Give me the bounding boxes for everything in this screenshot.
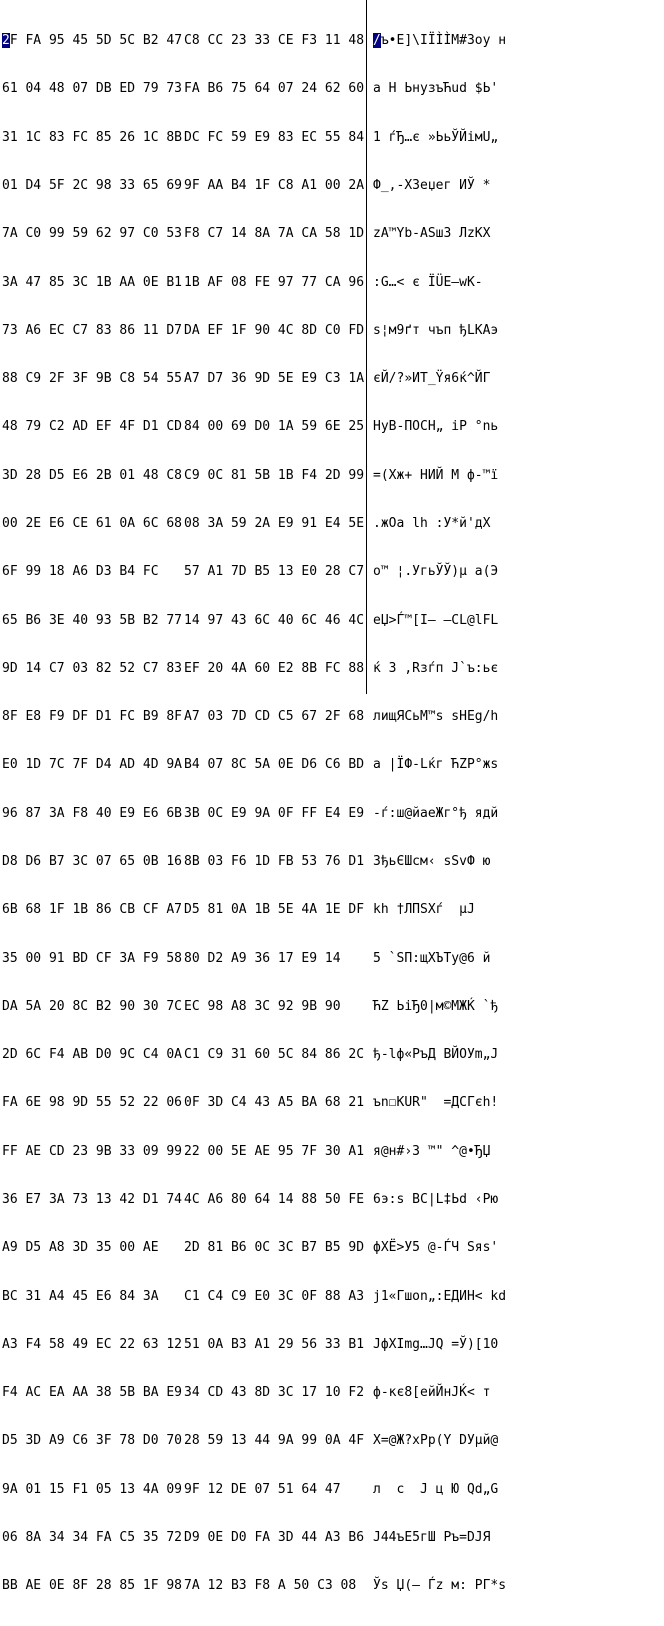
hex-row[interactable]: 7A 12 B3 F8 A 50 C3 08 xyxy=(184,1578,357,1594)
hex-row[interactable]: DA EF 1F 90 4C 8D C0 FD xyxy=(184,322,365,338)
ascii-row[interactable]: лищЯСьМ™ѕ sHEg/h xyxy=(373,709,499,725)
hex-row[interactable]: B4 07 8C 5A 0E D6 C6 BD xyxy=(184,757,365,773)
hex-row[interactable]: 9F 12 DE 07 51 64 47 xyxy=(184,1481,341,1497)
hex-row[interactable]: D9 0E D0 FA 3D 44 A3 B6 xyxy=(184,1529,365,1545)
hex-row[interactable]: 3A 47 85 3C 1B AA 0E B1 xyxy=(2,274,183,290)
ascii-row[interactable]: s¦м9ґт чъп ђLKAэ xyxy=(373,322,499,338)
hex-row[interactable]: 57 A1 7D B5 13 E0 28 C7 xyxy=(184,564,365,580)
hex-row[interactable]: EC 98 A8 3C 92 9B 90 xyxy=(184,998,341,1014)
hex-row[interactable]: A9 D5 A8 3D 35 00 AE xyxy=(2,1240,159,1256)
selected-char[interactable]: / xyxy=(373,33,381,49)
hex-row[interactable]: 01 D4 5F 2C 98 33 65 69 xyxy=(2,178,183,194)
hex-row[interactable]: 61 04 48 07 DB ED 79 73 xyxy=(2,81,183,97)
ascii-row[interactable]: а |ÏФ-Lќг ЋZP°жѕ xyxy=(373,757,499,773)
hex-row[interactable]: 88 C9 2F 3F 9B C8 54 55 xyxy=(2,371,183,387)
ascii-row[interactable]: ЋZ ЬіЂ0|м©МЖЌ `ђ xyxy=(373,998,499,1014)
hex-row[interactable]: BB AE 0E 8F 28 85 1F 98 xyxy=(2,1578,183,1594)
hex-row[interactable]: 48 79 C2 AD EF 4F D1 CD xyxy=(2,419,183,435)
ascii-row[interactable]: 6э:s ВС|L‡Ьd ‹Рю xyxy=(373,1191,499,1207)
hex-row[interactable]: 3B 0C E9 9A 0F FF E4 E9 xyxy=(184,805,365,821)
ascii-row[interactable]: ЗђьЄШсм‹ ѕSvФ ю xyxy=(373,853,491,869)
hex-row[interactable]: 2D 81 B6 0C 3C B7 B5 9D xyxy=(184,1240,365,1256)
hex-row[interactable]: 1B AF 08 FE 97 77 CA 96 xyxy=(184,274,365,290)
hex-row[interactable]: 9D 14 C7 03 82 52 C7 83 xyxy=(2,660,183,676)
hex-row[interactable]: C9 0C 81 5B 1B F4 2D 99 xyxy=(184,467,365,483)
ascii-row[interactable]: j1«Гшоn„:ЕДИН< kd xyxy=(373,1288,507,1304)
hex-row[interactable]: 7A C0 99 59 62 97 C0 53 xyxy=(2,226,183,242)
ascii-row[interactable] xyxy=(373,33,506,49)
hex-row[interactable]: 31 1C 83 FC 85 26 1C 8B xyxy=(2,129,183,145)
ascii-row[interactable]: л с Ј ц Ю Qd„G xyxy=(373,1481,499,1497)
hex-row[interactable]: 28 59 13 44 9A 99 0A 4F xyxy=(184,1433,365,1449)
hex-row[interactable]: 9F AA B4 1F C8 A1 00 2A xyxy=(184,178,365,194)
ascii-row[interactable]: o™ ¦.УгьЎЎ)µ а(Э xyxy=(373,564,499,580)
hex-row[interactable]: 84 00 69 D0 1A 59 6E 25 xyxy=(184,419,365,435)
hex-row[interactable]: F4 AC EA AA 38 5B BA E9 xyxy=(2,1385,183,1401)
hex-row[interactable]: 3D 28 D5 E6 2B 01 48 C8 xyxy=(2,467,183,483)
hex-row[interactable]: 4C A6 80 64 14 88 50 FE xyxy=(184,1191,365,1207)
ascii-row[interactable]: єЙ/?»ИТ_Ÿя6ќ^ЙГ xyxy=(373,371,491,387)
hex-row[interactable]: 8F E8 F9 DF D1 FC B9 8F xyxy=(2,709,183,725)
ascii-row[interactable]: Ј44ъЕ5гШ Ръ=DJЯ xyxy=(373,1529,491,1545)
ascii-row[interactable]: ф-кє8[ейЙнЈЌ< т xyxy=(373,1385,491,1401)
hex-row[interactable]: 22 00 5E AE 95 7F 30 A1 xyxy=(184,1143,365,1159)
hex-row[interactable]: F8 C7 14 8A 7A CA 58 1D xyxy=(184,226,365,242)
hex-row[interactable]: 06 8A 34 34 FA C5 35 72 xyxy=(2,1529,183,1545)
hex-row[interactable]: 73 A6 EC C7 83 86 11 D7 xyxy=(2,322,183,338)
ascii-row[interactable]: ЈфХImg…JQ =Ў)[10 xyxy=(373,1336,499,1352)
ascii-row[interactable]: Х=@Ж?xPp(Y DУµй@ xyxy=(373,1433,499,1449)
hex-row-rest[interactable]: F FA 95 45 5D 5C B2 47 xyxy=(9,33,183,49)
ascii-row[interactable]: ќ 3 ,Rзѓп J`ъ:ьє xyxy=(373,660,499,676)
ascii-row[interactable]: Ф_,-ХЗеџег ИЎ * xyxy=(373,178,491,194)
ascii-row[interactable]: фХЁ>У5 @-ЃЧ Ѕяѕ' xyxy=(373,1240,499,1256)
hex-row[interactable]: 00 2E E6 CE 61 0A 6C 68 xyxy=(2,516,183,531)
hex-row[interactable]: DA 5A 20 8C B2 90 30 7C xyxy=(2,998,183,1014)
hex-row[interactable]: 8B 03 F6 1D FB 53 76 D1 xyxy=(184,853,365,869)
hex-row[interactable]: 2D 6C F4 AB D0 9C C4 0A xyxy=(2,1047,183,1063)
hex-row[interactable] xyxy=(2,33,182,49)
hex-row[interactable]: 0F 3D C4 43 A5 BA 68 21 xyxy=(184,1095,365,1111)
hex-row[interactable]: D5 3D A9 C6 3F 78 D0 70 xyxy=(2,1433,183,1449)
hex-row[interactable]: 9A 01 15 F1 05 13 4A 09 xyxy=(2,1481,183,1497)
hex-row[interactable]: EF 20 4A 60 E2 8B FC 88 xyxy=(184,660,365,676)
ascii-row[interactable]: kh †ЛПЅХѓ µJ xyxy=(373,902,475,918)
hex-bytes-pane[interactable] xyxy=(0,0,183,1594)
hex-row[interactable]: FA 6E 98 9D 55 52 22 06 xyxy=(2,1095,183,1111)
hex-row[interactable]: A7 03 7D CD C5 67 2F 68 xyxy=(184,709,365,725)
hex-row[interactable]: BC 31 A4 45 E6 84 3A xyxy=(2,1288,159,1304)
hex-row[interactable]: FA B6 75 64 07 24 62 60 xyxy=(184,81,365,97)
selected-byte[interactable]: 2 xyxy=(2,33,10,49)
ascii-row[interactable]: Ўѕ Џ(— Ѓz м: РГ*ѕ xyxy=(373,1578,507,1594)
hex-row[interactable]: D8 D6 B7 3C 07 65 0B 16 xyxy=(2,853,183,869)
ascii-row[interactable]: zA™Yb-АЅшЗ ЛzКХ xyxy=(373,226,491,242)
ascii-row[interactable]: =(Хж+ НИЙ М ф-™ї xyxy=(373,467,499,483)
hex-row[interactable]: 14 97 43 6C 40 6C 46 4C xyxy=(184,612,365,628)
hex-row[interactable]: 51 0A B3 A1 29 56 33 B1 xyxy=(184,1336,365,1352)
ascii-pane[interactable] xyxy=(366,0,507,1594)
ascii-row[interactable]: я@н#›3 ™" ^@•ЂЏ xyxy=(373,1143,491,1159)
ascii-row[interactable]: а Н ЬнузъЋud $Ь' xyxy=(373,81,499,97)
hex-row[interactable]: C1 C4 C9 E0 3C 0F 88 A3 xyxy=(184,1288,365,1304)
hex-row[interactable]: A3 F4 58 49 EC 22 63 12 xyxy=(2,1336,183,1352)
hex-row[interactable]: A7 D7 36 9D 5E E9 C3 1A xyxy=(184,371,365,387)
hex-row[interactable]: 36 E7 3A 73 13 42 D1 74 xyxy=(2,1191,183,1207)
hex-row[interactable]: C1 C9 31 60 5C 84 86 2C xyxy=(184,1047,365,1063)
hex-row[interactable]: 65 B6 3E 40 93 5B B2 77 xyxy=(2,612,183,628)
hex-row[interactable]: 6B 68 1F 1B 86 CB CF A7 xyxy=(2,902,183,918)
hex-row[interactable]: D5 81 0A 1B 5E 4A 1E DF xyxy=(184,902,365,918)
hex-row[interactable]: 80 D2 A9 36 17 E9 14 xyxy=(184,950,341,966)
hex-row[interactable]: FF AE CD 23 9B 33 09 99 xyxy=(2,1143,183,1159)
ascii-row[interactable]: ђ-lф«РъД ВЙОУm„Ј xyxy=(373,1047,499,1063)
hex-row[interactable]: 35 00 91 BD CF 3A F9 58 xyxy=(2,950,183,966)
hex-row[interactable]: 08 3A 59 2A E9 91 E4 5E xyxy=(184,516,365,531)
hex-row[interactable]: E0 1D 7C 7F D4 AD 4D 9A xyxy=(2,757,183,773)
hex-row[interactable]: 6F 99 18 A6 D3 B4 FC xyxy=(2,564,159,580)
hex-row[interactable]: C8 CC 23 33 CE F3 11 48 xyxy=(184,33,365,49)
hex-row[interactable]: 34 CD 43 8D 3C 17 10 F2 xyxy=(184,1385,365,1401)
ascii-row[interactable]: :G…< є ÏÜE—wK- xyxy=(373,274,483,290)
ascii-row[interactable]: НуВ-ПОСН„ iР °nь xyxy=(373,419,499,435)
ascii-row[interactable]: -ѓ:ш@йаеЖг°ђ ядй xyxy=(373,805,499,821)
ascii-row-rest[interactable]: ъ•E]\IÏÌÌM#Зоу н xyxy=(380,33,507,49)
hex-row[interactable]: DC FC 59 E9 83 EC 55 84 xyxy=(184,129,365,145)
hex-bytes-pane-second[interactable] xyxy=(182,0,365,1594)
ascii-row[interactable]: ъn☐КUR" =ДСГєh! xyxy=(373,1095,499,1111)
ascii-row[interactable]: 5 `SП:щХЪТу@6 й xyxy=(373,950,491,966)
ascii-row[interactable]: 1 ѓЂ…є »ЬьЎЙімU„ xyxy=(373,129,499,145)
hex-row[interactable]: 96 87 3A F8 40 E9 E6 6B xyxy=(2,805,183,821)
ascii-row[interactable]: еЏ>Ѓ™[I— —CL@lFL xyxy=(373,612,499,628)
ascii-row[interactable]: .жОа lh :У*й'дХ xyxy=(373,516,491,531)
